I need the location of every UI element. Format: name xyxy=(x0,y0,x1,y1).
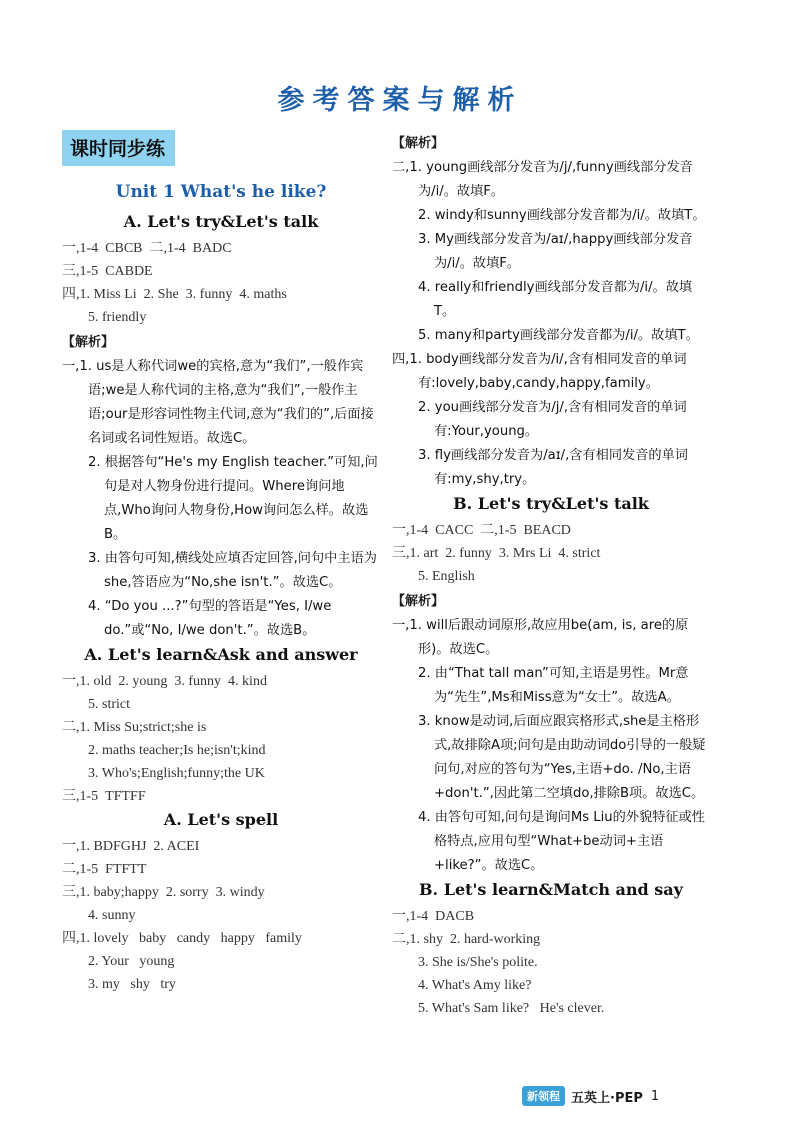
answer-line: 二,1. Miss Su;strict;she is xyxy=(62,720,207,735)
analysis-item: 2. 由“That tall man”可知,主语是男性。Mr意为“先生”,Ms和Miss意为“女士”。故选A。 xyxy=(418,666,689,705)
answer-line: 2. Your young xyxy=(88,954,175,969)
analysis-item: 2. windy和sunny画线部分发音都为/i/。故填T。 xyxy=(418,208,706,223)
answer-line: 5. What's Sam like? He's clever. xyxy=(418,1001,605,1016)
page-number: 1 xyxy=(650,1088,660,1104)
answer-line: 一,1-4 CBCB 二,1-4 BADC xyxy=(62,241,232,256)
analysis-item: 四,1. body画线部分发音为/i/,含有相同发音的单词有:lovely,baby,candy,happy,family。 xyxy=(392,352,687,391)
answer-line: 四,1. Miss Li 2. She 3. funny 4. maths xyxy=(62,287,287,302)
answer-line: 三,1-5 CABDE xyxy=(62,264,153,279)
answer-line: 一,1. old 2. young 3. funny 4. kind xyxy=(62,674,267,689)
analysis-item: 4. really和friendly画线部分发音都为/i/。故填T。 xyxy=(418,280,693,319)
analysis-label: 【解析】 xyxy=(392,136,445,151)
analysis-item: 5. many和party画线部分发音都为/i/。故填T。 xyxy=(418,328,699,343)
analysis-item: 3. My画线部分发音为/aɪ/,happy画线部分发音为/i/。故填F。 xyxy=(418,232,693,271)
analysis-item: 一,1. us是人称代词we的宾格,意为“我们”,一般作宾语;we是人称代词的主格,意为“我们”,一般作主语;our是形容词性物主代词,意为“我们的”,后面接名词或名词性短语。故选C。 xyxy=(62,359,374,446)
analysis-item: 2. 根据答句“He's my English teacher.”可知,问句是对人物身份进行提问。Where询问地点,Who询问人物身份,How询问怎么样。故选B。 xyxy=(88,455,378,542)
right-column xyxy=(392,130,710,1020)
answer-line: 四,1. lovely baby candy happy family xyxy=(62,931,302,946)
answer-line: 三,1. art 2. funny 3. Mrs Li 4. strict xyxy=(392,546,601,561)
analysis-item: 4. “Do you ...?”句型的答语是“Yes, I/we do.”或“No, I/we don't.”。故选B。 xyxy=(88,599,332,638)
answer-line: 三,1. baby;happy 2. sorry 3. windy xyxy=(62,885,265,900)
left-column xyxy=(62,130,380,996)
answer-line: 二,1-5 FTFTT xyxy=(62,862,147,877)
answer-line: 4. What's Amy like? xyxy=(418,978,532,993)
answer-line: 三,1-5 TFTFF xyxy=(62,789,146,804)
analysis-item: 3. fly画线部分发音为/aɪ/,含有相同发音的单词有:my,shy,try。 xyxy=(418,448,688,487)
answer-line: 一,1-4 CACC 二,1-5 BEACD xyxy=(392,523,571,538)
answer-line: 4. sunny xyxy=(88,908,136,923)
answer-line: 3. my shy try xyxy=(88,977,176,992)
subsection-title: A. Let's spell xyxy=(163,810,279,829)
page-title: 参考答案与解析 xyxy=(277,85,523,116)
answer-line: 2. maths teacher;Is he;isn't;kind xyxy=(88,743,266,758)
subsection-title: B. Let's learn&Match and say xyxy=(419,880,683,899)
subsection-title: A. Let's learn&Ask and answer xyxy=(84,645,358,664)
subsection-title: B. Let's try&Let's talk xyxy=(453,494,649,513)
analysis-item: 一,1. will后跟动词原形,故应用be(am, is, are的原形)。故选C。 xyxy=(392,618,689,657)
answer-line: 一,1-4 DACB xyxy=(392,909,475,924)
answer-line: 3. She is/She's polite. xyxy=(418,955,538,970)
answer-line: 二,1. shy 2. hard-working xyxy=(392,932,541,947)
answer-line: 5. strict xyxy=(88,697,130,712)
section-tag: 课时同步练 xyxy=(62,130,175,166)
answer-line: 3. Who's;English;funny;the UK xyxy=(88,766,265,781)
analysis-item: 3. 由答句可知,横线处应填否定回答,问句中主语为she,答语应为“No,she isn't.”。故选C。 xyxy=(88,551,377,590)
subsection-title: A. Let's try&Let's talk xyxy=(123,212,319,231)
analysis-label: 【解析】 xyxy=(62,335,115,350)
analysis-item: 4. 由答句可知,问句是询问Ms Liu的外貌特征或性格特点,应用句型“What+be动词+主语+like?”。故选C。 xyxy=(418,810,705,873)
publisher-logo: 新领程 xyxy=(522,1086,565,1106)
analysis-item: 3. know是动词,后面应跟宾格形式,she是主格形式,故排除A项;问句是由助动词do引导的一般疑问句,对应的答句为“Yes,主语+do. /No,主语+don't.”,因此第二空填do,排除B项。故选C。 xyxy=(418,714,706,801)
answer-line: 5. friendly xyxy=(88,310,147,325)
answer-line: 5. English xyxy=(418,569,475,584)
analysis-item: 2. you画线部分发音为/j/,含有相同发音的单词有:Your,young。 xyxy=(418,400,687,439)
footer xyxy=(522,1085,659,1107)
unit-title: Unit 1 What's he like? xyxy=(115,182,327,202)
analysis-label: 【解析】 xyxy=(392,594,445,609)
analysis-item: 二,1. young画线部分发音为/j/,funny画线部分发音为/i/。故填F。 xyxy=(392,160,693,199)
answer-line: 一,1. BDFGHJ 2. ACEI xyxy=(62,839,200,854)
book-label: 五英上·PEP xyxy=(571,1090,643,1106)
